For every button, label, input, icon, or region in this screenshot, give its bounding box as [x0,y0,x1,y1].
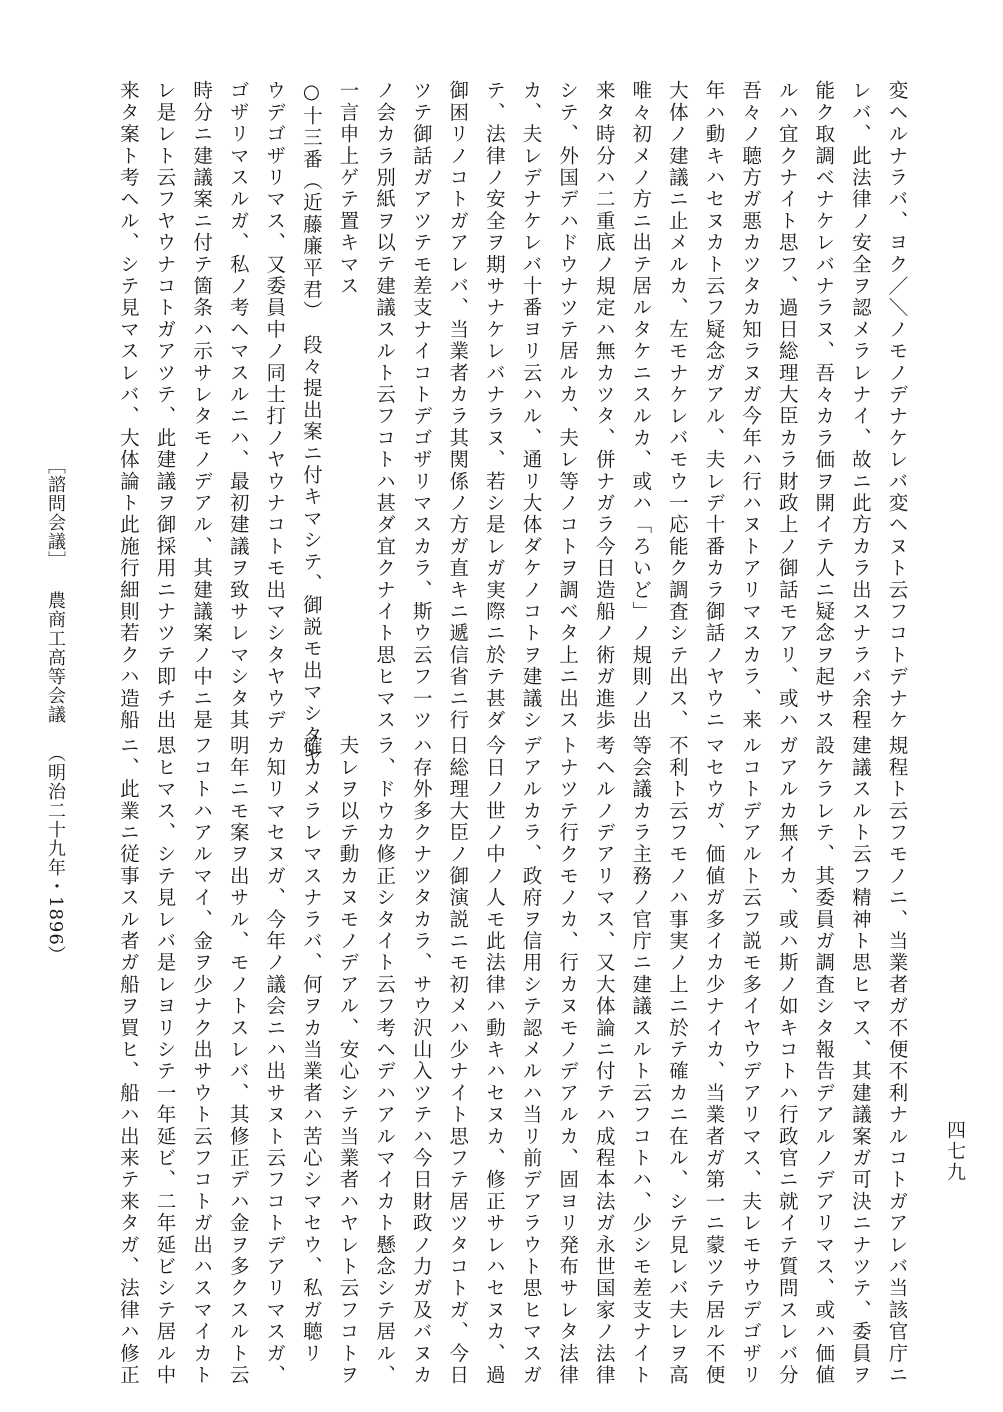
text-column: 能ク取調ベナケレバナラヌ、吾々カラ価ヲ開イテ人ニ疑念ヲ起サス [812,80,836,731]
text-column: 建議スルト云フ精神ト思ヒマス、其建議案ガ可決ニナツテ、委員ヲ [848,735,872,1386]
text-column: 考ヘルノデアリマス、又大体論ニ付テハ成程本法ガ永世国家ノ法律 [592,735,616,1386]
text-column: カ、夫レデナケレバ十番ヨリ云ハル、通リ大体ダケノコトヲ建議シ [519,80,543,731]
text-column: 不利ト云フモノハ事実ノ上ニ於テ確カニ在ル、シテ見レバ夫レヲ高 [665,735,689,1386]
text-column: ガアルカ無イカ、或ハ斯ノ如キコトハ行政官ニ就イテ質問スレバ分 [775,735,799,1386]
text-column: 唯々初メノ方ニ出テ居ルタケニスルカ、或ハ「ろいど」ノ規則ノ出 [629,80,653,731]
text-column: 来タ時分ハ二重底ノ規定ハ無カツタ、併ナガラ今日造船ノ術ガ進歩 [592,80,616,731]
text-column: 年ハ動キハセヌカト云フ疑念ガアル、夫レデ十番カラ御話ノヤウニ [702,80,726,731]
text-column: 一言申上ゲテ置キマス [336,80,360,297]
text-column: ノ会カラ別紙ヲ以テ建議スルト云フコトハ甚ダ宜クナイト思ヒマス [373,80,397,731]
text-column: 確カメラレマスナラバ、何ヲカ当業者ハ苦心シマセウ、私ガ聴リ [299,735,323,1365]
text-column: 吾々ノ聴方ガ悪カツタカ知ラヌガ今年ハ行ハヌトアリマスカラ、来 [739,80,763,731]
text-column: ゴザリマスルガ、私ノ考ヘマスルニハ、最初建議ヲ致サレマシタ其 [226,80,250,731]
text-column: テ、法律ノ安全ヲ期サナケレバナラヌ、若シ是レガ実際ニ於テ甚ダ [482,80,506,731]
text-column: ルハ宜クナイト思フ、過日総理大臣カラ財政上ノ御話モアリ、或ハ [775,80,799,731]
text-column: トナツテ行クモノカ、行カヌモノデアルカ、固ヨリ発布サレタ法律 [556,735,580,1386]
text-column: 大体ノ建議ニ止メルカ、左モナケレバモウ一応能ク調査シテ出ス、 [665,80,689,731]
text-column: ニ、此業ニ従事スル者ガ船ヲ買ヒ、船ハ出来テ来タガ、法律ハ修正 [116,735,140,1386]
header-section-label: ［諮問会議］ [45,456,66,570]
text-column: ルコトデアルト云フ説モ多イヤウデアリマス、夫レモサウデゴザリ [739,735,763,1386]
text-column: 等会議カラ主務ノ官庁ニ建議スルト云フコトハ、少シモ差支ナイト [629,735,653,1386]
text-column: 明年ニモ案ヲ出サル、モノトスレバ、其修正デハ金ヲ多クスルト云 [226,735,250,1386]
text-column: 規程ト云フモノニ、当業者ガ不便不利ナルコトガアレバ当該官庁ニ [885,735,909,1386]
text-column: ウデゴザリマス、又委員中ノ同士打ノヤウナコトモ出マシタヤウデ [263,80,287,731]
text-column: 夫レヲ以テ動カヌモノデアル、安心シテ当業者ハヤレト云フコトヲ [336,735,360,1386]
text-column: 思ヒマス、シテ見レバ是レヨリシテ一年延ビ、二年延ビシテ居ル中 [153,735,177,1386]
text-column: シテ、外国デハドウナツテ居ルカ、夫レ等ノコトヲ調ベタ上ニ出ス [556,80,580,731]
page-number: 四七九 [944,1120,966,1183]
text-column: ラ、ドウカ修正シタイト云フ考ヘデハアルマイカト懸念シテ居ル、 [373,735,397,1386]
text-column: 時分ニ建議案ニ付テ箇条ハ示サレタモノデアル、其建議案ノ中ニ是 [190,80,214,731]
text-column: 変ヘルナラバ、ヨク／＼ノモノデナケレバ変ヘヌト云フコトデナケ [885,80,909,731]
header-title: 農商工高等会議 [45,590,66,724]
text-column: ツテ御話ガアツテモ差支ナイコトデゴザリマスカラ、斯ウ云フ一ツ [409,80,433,731]
text-column: 御困リノコトガアレバ、当業者カラ其関係ノ方ガ直キニ遞信省ニ行 [446,80,470,731]
text-column: 来タ案ト考ヘル、シテ見マスレバ、大体論ト此施行細則若クハ造船 [116,80,140,731]
header-era: （明治二十九年・1896） [45,744,66,966]
text-column: フコトハアルマイ、金ヲ少ナク出サウト云フコトガ出ハスマイカト [190,735,214,1386]
text-column: デアルカラ、政府ヲ信用シテ認メルハ当リ前デアラウト思ヒマスガ [519,735,543,1386]
text-column: カ知リマセヌガ、今年ノ議会ニハ出サヌト云フコトデアリマスガ、 [263,735,287,1386]
text-column: 設ケラレテ、其委員ガ調査シタ報告デアルノデアリマス、或ハ価値 [812,735,836,1386]
text-column: 日総理大臣ノ御演説ニモ初メハ少ナイト思フテ居ツタコトガ、今日 [446,735,470,1386]
running-header [42,456,68,966]
text-column: レ是レト云フヤウナコトガアツテ、此建議ヲ御採用ニナツテ即チ出 [153,80,177,731]
text-column: マセウガ、価値ガ多イカ少ナイカ、当業者ガ第一ニ蒙ツテ居ル不便 [702,735,726,1386]
text-column: レバ、此法律ノ安全ヲ認メラレナイ、故ニ此方カラ出スナラバ余程 [848,80,872,731]
text-column: ○十三番（近藤廉平君） 段々提出案ニ付キマシテ、御説モ出マシタヤ [299,80,323,769]
text-column: 今日ノ世ノ中ノ人モ此法律ハ動キハセヌカ、修正サレハセヌカ、過 [482,735,506,1386]
text-column: ハ存外多クナツタカラ、サウ沢山入ツテハ今日財政ノ力ガ及バヌカ [409,735,433,1386]
